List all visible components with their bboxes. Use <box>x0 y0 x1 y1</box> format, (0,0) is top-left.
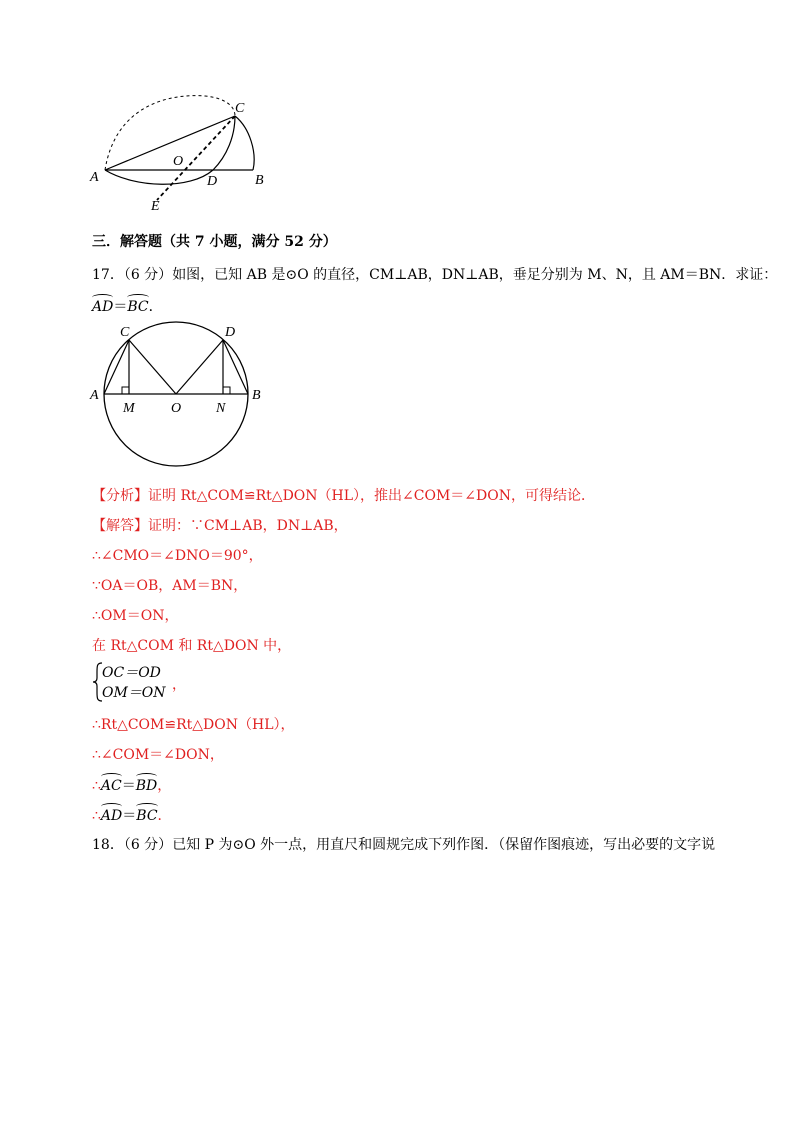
therefore-symbol: ∴ <box>92 808 101 824</box>
figure-1-semicircle-diagram <box>85 88 275 216</box>
label-b: B <box>255 173 264 188</box>
analysis-line <box>92 486 595 506</box>
question-18-stem <box>92 835 715 855</box>
proof-step-angle: ∴∠COM＝∠DON， <box>92 747 224 763</box>
label-b: B <box>252 388 261 403</box>
label-a: A <box>90 170 99 185</box>
arc-bc: BC <box>136 808 158 824</box>
equals-sign: ＝ <box>113 299 128 315</box>
solid-right-arc <box>235 116 254 170</box>
question-17-stem-text: 如图，已知 AB 是⊙O 的直径，CM⊥AB，DN⊥AB，垂足分别为 M、N，且 AM＝BN．求证： <box>172 267 778 283</box>
system-row-1: OC＝OD <box>102 665 161 681</box>
proof-step-congruent: ∴Rt△COM≌Rt△DON（HL）， <box>92 717 295 733</box>
question-18-number: 18． <box>92 837 124 853</box>
proof-step-arcs-2 <box>92 806 172 826</box>
label-m: M <box>123 401 135 416</box>
question-18-score: （6 分） <box>123 837 173 853</box>
analysis-tag: 【分析】 <box>92 488 148 504</box>
question-17-stem <box>92 265 777 285</box>
label-c: C <box>120 325 130 340</box>
proof-step-arcs-1 <box>92 776 171 796</box>
section-heading: 三．解答题（共 7 小题，满分 52 分） <box>92 234 337 250</box>
label-o: O <box>173 154 184 169</box>
label-e: E <box>151 199 160 214</box>
label-n: N <box>216 401 226 416</box>
right-angle-mark-n <box>223 387 230 394</box>
equals-sign: ＝ <box>122 808 137 824</box>
right-angle-mark-m <box>122 387 129 394</box>
answer-tag: 【解答】 <box>92 518 148 534</box>
period: ． <box>157 808 172 824</box>
therefore-symbol: ∴ <box>92 778 101 794</box>
question-17-score: （6 分） <box>123 267 173 283</box>
answer-line <box>92 516 348 536</box>
arc-ac: AC <box>100 778 122 794</box>
question-18-stem-text: 已知 P 为⊙O 外一点，用直尺和圆规完成下列作图．（保留作图痕迹，写出必要的文字说 <box>172 837 716 853</box>
label-d: D <box>225 325 236 340</box>
dashed-upper-arc <box>105 96 235 170</box>
label-a: A <box>90 388 99 403</box>
system-row-2: OM＝ON <box>102 685 166 701</box>
answer-text: 证明：∵CM⊥AB，DN⊥AB， <box>148 518 348 534</box>
arc-ad: AD <box>92 299 114 315</box>
proof-step-4: 在 Rt△COM 和 Rt△DON 中， <box>92 638 292 654</box>
segment-db <box>223 340 248 394</box>
segment-co <box>129 340 176 394</box>
segment-ac <box>104 340 129 394</box>
label-d: D <box>207 174 218 189</box>
period: ． <box>148 299 163 315</box>
proof-step-2: ∵OA＝OB，AM＝BN， <box>92 578 248 594</box>
segment-do <box>176 340 223 394</box>
equals-sign: ＝ <box>121 778 136 794</box>
proof-step-3: ∴OM＝ON， <box>92 608 179 624</box>
arc-bd: BD <box>135 778 158 794</box>
question-17-claim <box>92 297 163 317</box>
label-c: C <box>235 101 245 116</box>
question-17-number: 17． <box>92 267 124 283</box>
system-end: ， <box>172 677 186 693</box>
arc-ad: AD <box>100 808 123 824</box>
figure-2-circle-diagram <box>85 318 275 473</box>
comma: ， <box>157 778 172 794</box>
analysis-text: 证明 Rt△COM≌Rt△DON（HL），推出∠COM＝∠DON，可得结论． <box>148 488 595 504</box>
arc-bc: BC <box>127 299 149 315</box>
label-o: O <box>171 401 182 416</box>
proof-step-1: ∴∠CMO＝∠DNO＝90°， <box>92 548 263 564</box>
